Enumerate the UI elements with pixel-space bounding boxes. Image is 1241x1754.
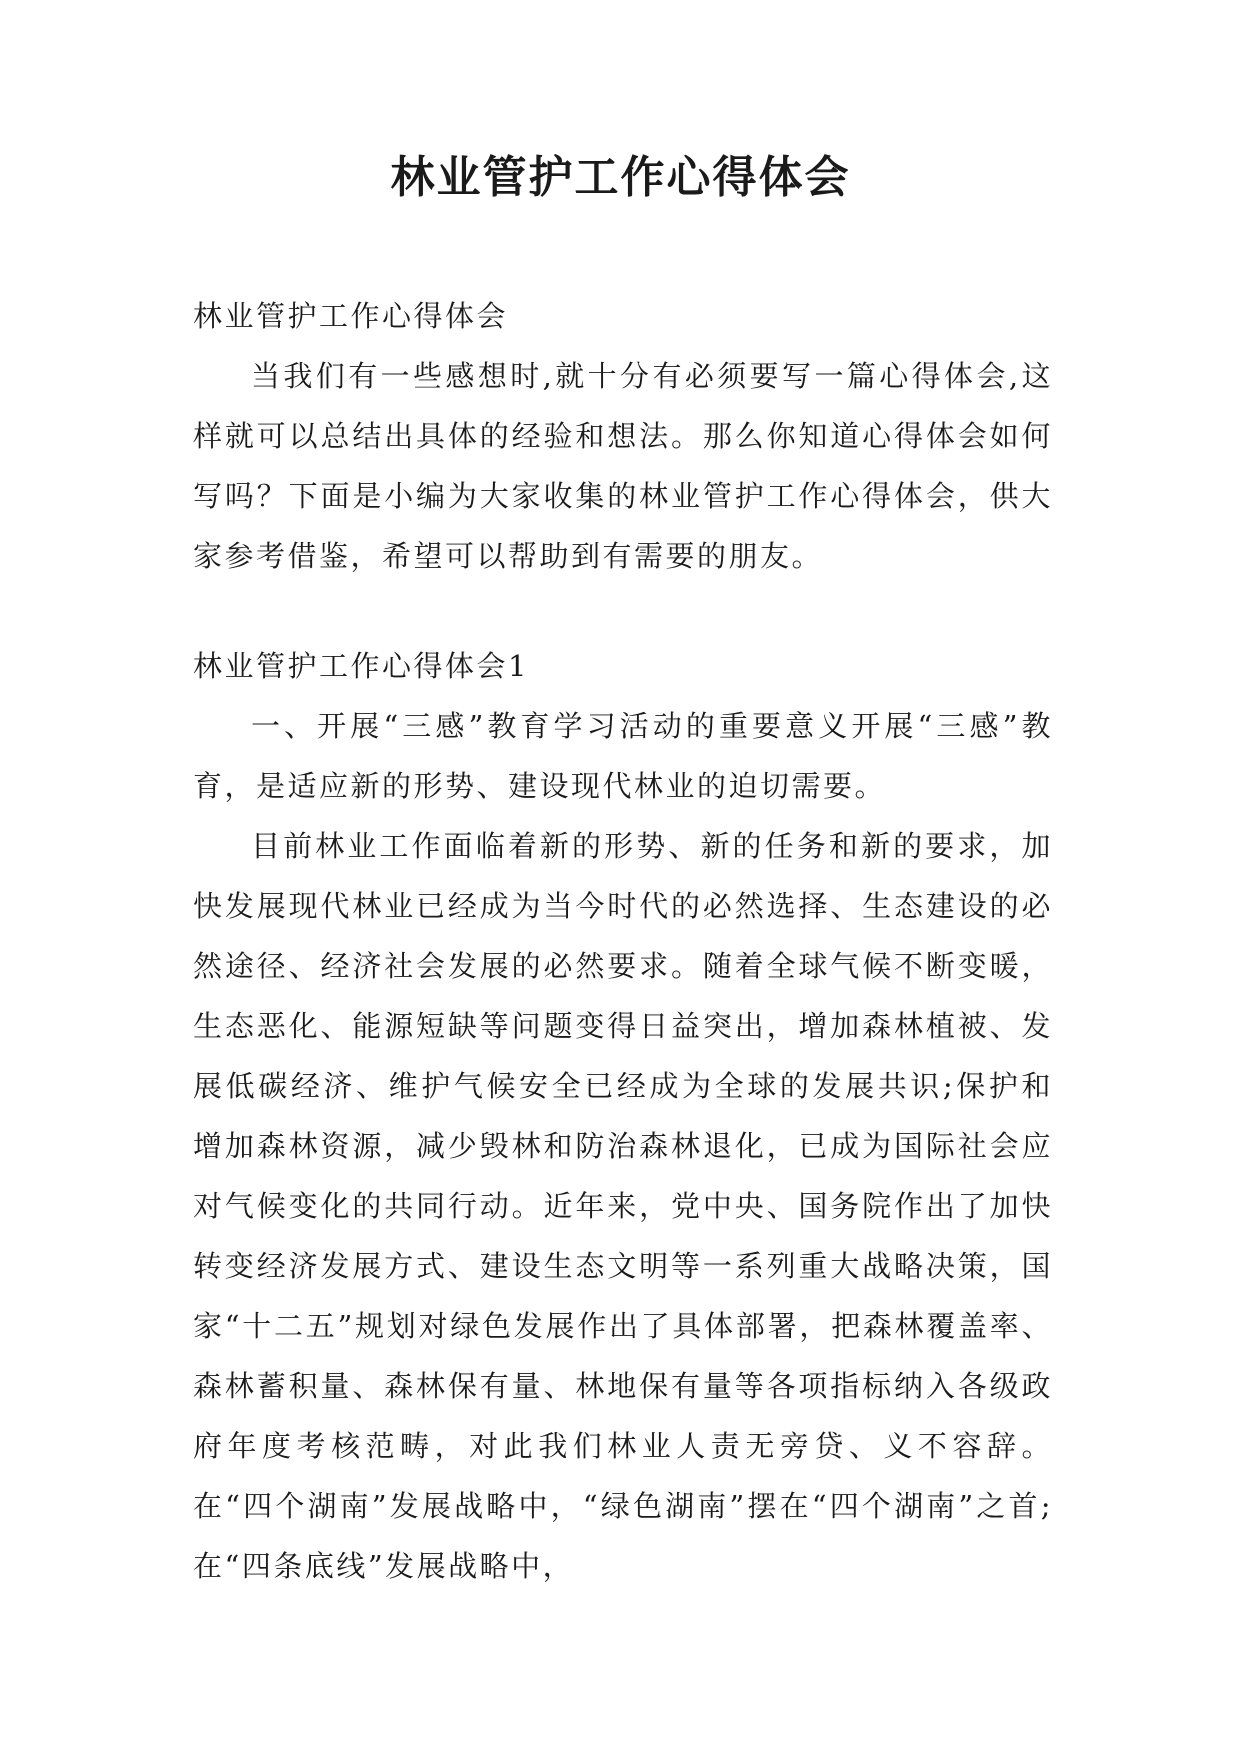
- intro-paragraph: 当我们有一些感想时,就十分有必须要写一篇心得体会,这样就可以总结出具体的经验和想法。那么你知道心得体会如何写吗？下面是小编为大家收集的林业管护工作心得体会，供大家参考借鉴，希望可以帮助到有需要的朋友。: [193, 359, 1053, 573]
- body-paragraph: 一、开展“三感”教育学习活动的重要意义开展“三感”教育，是适应新的形势、建设现代林业的迫切需要。: [193, 709, 1053, 803]
- section-heading: 林业管护工作心得体会1: [193, 649, 529, 683]
- section-heading: 林业管护工作心得体会: [193, 299, 509, 333]
- document-title: 林业管护工作心得体会: [390, 152, 851, 203]
- body-paragraph: 目前林业工作面临着新的形势、新的任务和新的要求，加快发展现代林业已经成为当今时代的必然选择、生态建设的必然途径、经济社会发展的必然要求。随着全球气候不断变暖，生态恶化、能源短缺等问题变得日益突出，增加森林植被、发展低碳经济、维护气候安全已经成为全球的发展共识;保护和增加森林资源，减少毁林和防治森林退化，已成为国际社会应对气候变化的共同行动。近年来，党中央、国务院作出了加快转变经济发展方式、建设生态文明等一系列重大战略决策，国家“十二五”规划对绿色发展作出了具体部署，把森林覆盖率、森林蓄积量、森林保有量、林地保有量等各项指标纳入各级政府年度考核范畴，对此我们林业人责无旁贷、义不容辞。在“四个湖南”发展战略中，“绿色湖南”摆在“四个湖南”之首;在“四条底线”发展战略中，: [193, 829, 1053, 1583]
